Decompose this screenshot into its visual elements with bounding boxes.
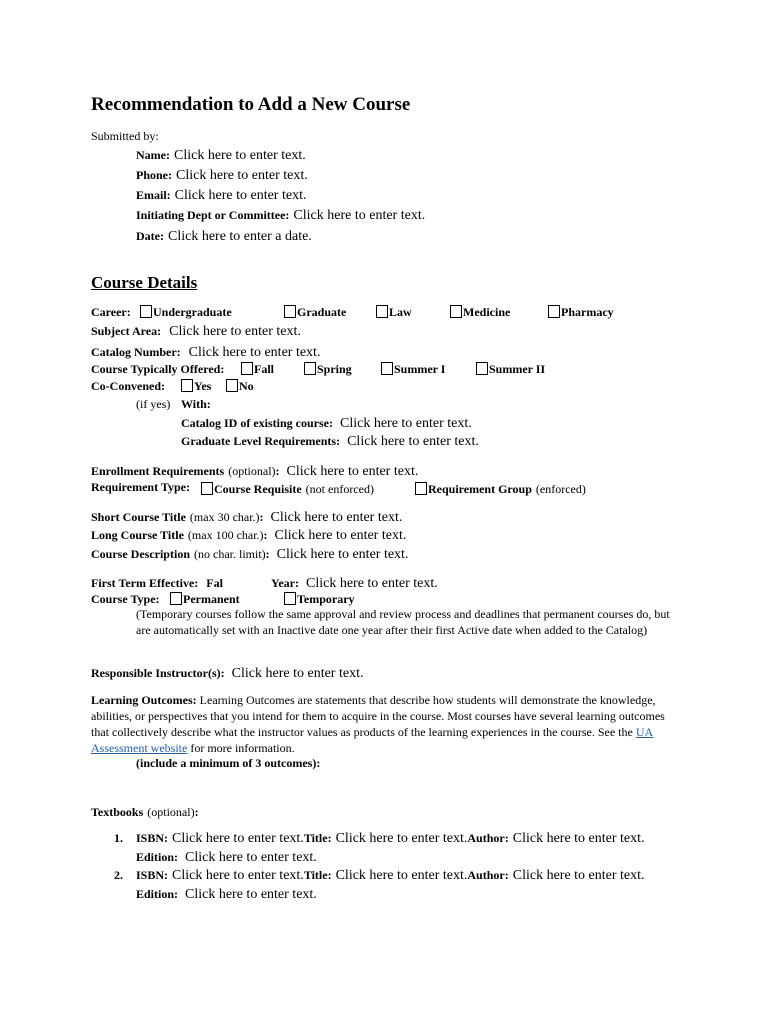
course-requisite-option[interactable]: Course Requisite (not enforced) bbox=[201, 480, 374, 498]
isbn-label: ISBN: bbox=[136, 831, 169, 845]
checkbox-requirement-group[interactable] bbox=[415, 482, 427, 495]
offered-summer-2[interactable]: Summer II bbox=[476, 362, 545, 377]
textbook-number: 2. bbox=[114, 868, 123, 882]
dept-label: Initiating Dept or Committee: bbox=[136, 208, 290, 222]
name-label: Name: bbox=[136, 148, 170, 162]
enrollment-row: Enrollment Requirements (optional): Click here to enter text. bbox=[91, 464, 419, 479]
title-label: Title: bbox=[303, 868, 332, 882]
checkbox-yes[interactable] bbox=[181, 379, 193, 392]
grad-req-field[interactable]: Click here to enter text. bbox=[347, 434, 479, 449]
isbn-field[interactable]: Click here to enter text. bbox=[172, 831, 304, 846]
title-field[interactable]: Click here to enter text. bbox=[335, 831, 468, 846]
dept-field[interactable]: Click here to enter text. bbox=[293, 208, 426, 223]
textbook-item bbox=[114, 829, 123, 847]
title-label: Title: bbox=[303, 831, 332, 845]
checkbox-undergraduate[interactable] bbox=[140, 305, 152, 318]
enrollment-optional: (optional) bbox=[228, 464, 276, 478]
subject-row bbox=[91, 322, 301, 340]
checkbox-law[interactable] bbox=[376, 305, 388, 318]
date-label: Date: bbox=[136, 229, 164, 243]
phone-field[interactable]: Click here to enter text. bbox=[176, 168, 308, 183]
grad-req-label: Graduate Level Requirements: bbox=[181, 434, 341, 448]
name-row bbox=[136, 146, 306, 164]
phone-label: Phone: bbox=[136, 168, 172, 182]
description-row: Course Description (no char. limit): Click here to enter text. bbox=[91, 547, 409, 562]
date-row bbox=[136, 227, 312, 245]
checkbox-temporary[interactable] bbox=[284, 592, 296, 605]
description-field[interactable]: Click here to enter text. bbox=[276, 547, 409, 562]
checkbox-spring[interactable] bbox=[304, 362, 316, 375]
short-title-row: Short Course Title (max 30 char.): Click here to enter text. bbox=[91, 510, 403, 525]
edition-label: Edition: bbox=[136, 850, 179, 864]
requirement-group-option[interactable]: Requirement Group (enforced) bbox=[415, 480, 586, 498]
if-yes-note: (if yes) bbox=[136, 397, 171, 411]
edition-field[interactable]: Click here to enter text. bbox=[185, 850, 317, 865]
author-label: Author: bbox=[467, 831, 509, 845]
enrollment-label: Enrollment Requirements bbox=[91, 464, 225, 478]
instructor-field[interactable]: Click here to enter text. bbox=[231, 666, 364, 681]
author-field[interactable]: Click here to enter text. bbox=[512, 831, 645, 846]
offered-summer-1[interactable]: Summer I bbox=[381, 362, 445, 377]
coconvened-label: Co-Convened: bbox=[91, 379, 165, 393]
subject-field[interactable]: Click here to enter text. bbox=[169, 324, 301, 339]
email-field[interactable]: Click here to enter text. bbox=[174, 188, 307, 203]
course-type-permanent[interactable]: Permanent bbox=[170, 592, 240, 607]
catalog-field[interactable]: Click here to enter text. bbox=[188, 345, 321, 360]
career-undergraduate[interactable]: Undergraduate bbox=[140, 305, 232, 320]
checkbox-course-requisite[interactable] bbox=[201, 482, 213, 495]
submitted-by-label: Submitted by: bbox=[91, 129, 159, 143]
year-label: Year: bbox=[271, 576, 299, 590]
enrollment-field[interactable]: Click here to enter text. bbox=[286, 464, 419, 479]
outcomes-minimum-note: (include a minimum of 3 outcomes): bbox=[136, 756, 321, 770]
offered-label: Course Typically Offered: bbox=[91, 362, 225, 376]
checkbox-medicine[interactable] bbox=[450, 305, 462, 318]
checkbox-no[interactable] bbox=[226, 379, 238, 392]
long-title-field[interactable]: Click here to enter text. bbox=[274, 528, 407, 543]
page-title: Recommendation to Add a New Course bbox=[91, 94, 411, 115]
subject-label: Subject Area: bbox=[91, 324, 162, 338]
textbook-number: 1. bbox=[114, 831, 123, 845]
learning-outcomes-paragraph: Learning Outcomes: Learning Outcomes are statements that describe how students will demonstrate the knowledge, abilities, or perspectives that you intend for them to acquire in the course. Most courses have several learning outcomes that collectively describe what the instructor values as products of the learning experiences in the course. See the UA Assessment website for more information. bbox=[91, 693, 665, 755]
long-title-label: Long Course Title bbox=[91, 528, 184, 542]
checkbox-graduate[interactable] bbox=[284, 305, 296, 318]
textbook-2-line-2 bbox=[136, 885, 317, 903]
short-title-label: Short Course Title bbox=[91, 510, 186, 524]
catalog-id-label: Catalog ID of existing course: bbox=[181, 416, 333, 430]
req-type-label: Requirement Type: bbox=[91, 480, 190, 494]
learning-outcomes-label: Learning Outcomes: bbox=[91, 693, 197, 707]
first-term-row bbox=[91, 574, 223, 592]
career-law[interactable]: Law bbox=[376, 305, 412, 320]
coconvened-yes[interactable]: Yes bbox=[181, 379, 211, 394]
email-row bbox=[136, 186, 306, 204]
checkbox-permanent[interactable] bbox=[170, 592, 182, 605]
temporary-note: (Temporary courses follow the same approval and review process and deadlines that permanent courses do, but are automatically set with an Inactive date one year after their first Active date when added to the Catalog) bbox=[136, 607, 670, 637]
textbook-1-line-2 bbox=[136, 848, 317, 866]
career-label: Career: bbox=[91, 305, 131, 319]
textbooks-row: Textbooks (optional): bbox=[91, 805, 199, 819]
course-type-label: Course Type: bbox=[91, 592, 160, 606]
grad-req-row bbox=[181, 432, 479, 450]
dept-row bbox=[136, 206, 425, 224]
instructor-label: Responsible Instructor(s): bbox=[91, 666, 225, 680]
course-details-heading: Course Details bbox=[91, 273, 198, 292]
catalog-label: Catalog Number: bbox=[91, 345, 181, 359]
career-medicine[interactable]: Medicine bbox=[450, 305, 510, 320]
title-field[interactable]: Click here to enter text. bbox=[335, 868, 468, 883]
edition-field[interactable]: Click here to enter text. bbox=[185, 887, 317, 902]
date-field[interactable]: Click here to enter a date. bbox=[167, 229, 312, 244]
phone-row bbox=[136, 166, 308, 184]
textbook-1-line-1 bbox=[136, 829, 645, 847]
ua-assessment-link[interactable]: UA Assessment website bbox=[91, 725, 654, 755]
year-row bbox=[271, 574, 438, 592]
catalog-row bbox=[91, 343, 320, 361]
offered-spring[interactable]: Spring bbox=[304, 362, 352, 377]
description-label: Course Description bbox=[91, 547, 190, 561]
catalog-id-row bbox=[181, 414, 472, 432]
checkbox-pharmacy[interactable] bbox=[548, 305, 560, 318]
isbn-field[interactable]: Click here to enter text. bbox=[172, 868, 304, 883]
name-field[interactable]: Click here to enter text. bbox=[173, 148, 306, 163]
textbook-item bbox=[114, 866, 123, 884]
textbooks-label: Textbooks bbox=[91, 805, 144, 819]
first-term-label: First Term Effective: bbox=[91, 576, 199, 590]
first-term-value[interactable]: Fal bbox=[206, 576, 223, 590]
instructor-row bbox=[91, 664, 363, 682]
short-title-field[interactable]: Click here to enter text. bbox=[270, 510, 403, 525]
author-field[interactable]: Click here to enter text. bbox=[512, 868, 645, 883]
checkbox-fall[interactable] bbox=[241, 362, 253, 375]
career-graduate[interactable]: Graduate bbox=[284, 305, 346, 320]
long-title-row: Long Course Title (max 100 char.): Click here to enter text. bbox=[91, 528, 407, 543]
catalog-id-field[interactable]: Click here to enter text. bbox=[339, 416, 472, 431]
offered-fall[interactable]: Fall bbox=[241, 362, 274, 377]
textbook-2-line-1 bbox=[136, 866, 645, 884]
isbn-label: ISBN: bbox=[136, 868, 169, 882]
year-field[interactable]: Click here to enter text. bbox=[305, 576, 438, 591]
edition-label: Edition: bbox=[136, 887, 179, 901]
checkbox-summer-1[interactable] bbox=[381, 362, 393, 375]
coconvened-no[interactable]: No bbox=[226, 379, 254, 394]
checkbox-summer-2[interactable] bbox=[476, 362, 488, 375]
author-label: Author: bbox=[467, 868, 509, 882]
course-type-temporary[interactable]: Temporary bbox=[284, 592, 355, 607]
career-pharmacy[interactable]: Pharmacy bbox=[548, 305, 614, 320]
email-label: Email: bbox=[136, 188, 171, 202]
with-label: With: bbox=[181, 397, 211, 411]
